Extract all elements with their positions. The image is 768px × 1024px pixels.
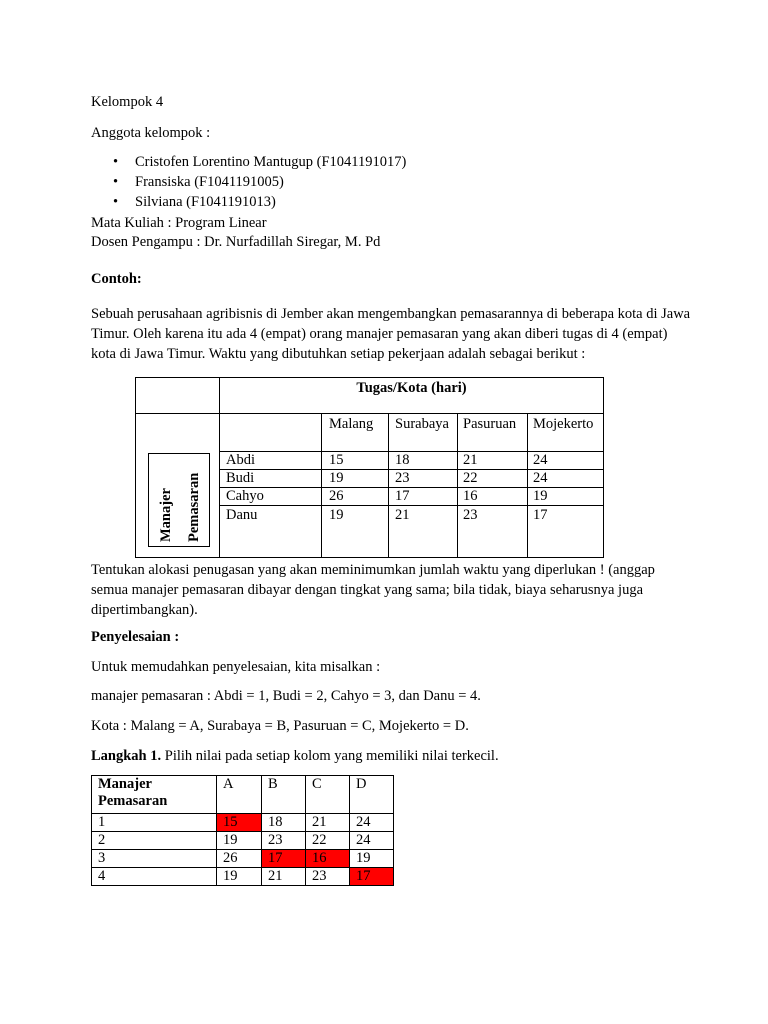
column-header: A [217,776,262,814]
time-value: 21 [463,452,478,468]
time-value: 17 [395,488,410,504]
time-value: 19 [329,470,344,486]
row-id: 2 [92,832,217,850]
min-value-cell: 17 [262,850,306,868]
example-heading: Contoh: [91,271,142,287]
header-blank-cell [219,413,322,452]
member-item [91,192,406,212]
step1-table [91,775,394,886]
value-cell: 21 [306,814,350,832]
city-header: Mojekerto [533,416,594,432]
step1-text: Pilih nilai pada setiap kolom yang memiliki nilai terkecil. [161,748,499,764]
table-corner-cell [135,377,220,414]
step1-line [91,747,499,765]
bullet-icon: • [113,194,119,210]
time-value: 26 [329,488,344,504]
bullet-icon: • [113,174,119,190]
solution-line: manajer pemasaran : Abdi = 1, Budi = 2, Cahyo = 3, dan Danu = 4. [91,688,481,704]
table-row [92,832,394,850]
time-value: 21 [395,507,410,523]
row-label-line2: Pemasaran [186,472,202,542]
solution-heading: Penyelesaian : [91,629,180,645]
course-line: Mata Kuliah : Program Linear [91,215,267,231]
solution-line: Untuk memudahkan penyelesaian, kita misalkan : [91,659,381,675]
time-value: 15 [329,452,344,468]
time-value: 24 [533,452,548,468]
row-label-box [148,453,210,547]
bullet-icon: • [113,154,119,170]
value-cell: 19 [350,850,394,868]
members-list [91,152,406,212]
step1-label: Langkah 1. [91,748,162,764]
value-cell: 26 [217,850,262,868]
city-header: Surabaya [395,416,449,432]
min-value-cell: 15 [217,814,262,832]
city-header: Pasuruan [463,416,517,432]
column-header: D [350,776,394,814]
table-row [92,850,394,868]
member-name: Silviana (F1041191013) [135,194,276,210]
member-item [91,152,406,172]
city-header: Malang [329,416,374,432]
header-line1: Manajer [98,776,152,792]
value-cell: 18 [262,814,306,832]
column-header: B [262,776,306,814]
solution-line: Kota : Malang = A, Surabaya = B, Pasuruan = C, Mojekerto = D. [91,718,469,734]
row-id: 3 [92,850,217,868]
member-item [91,172,406,192]
row-id: 1 [92,814,217,832]
table-title: Tugas/Kota (hari) [356,380,467,396]
value-cell: 22 [306,832,350,850]
value-cell: 19 [217,868,262,886]
table-row [92,814,394,832]
time-value: 23 [395,470,410,486]
group-title: Kelompok 4 [91,94,164,110]
manager-name: Budi [226,470,255,486]
time-value: 18 [395,452,410,468]
question-text: Tentukan alokasi penugasan yang akan meminimumkan jumlah waktu yang diperlukan ! (anggap semua manajer pemasaran dibayar dengan tingkat yang sama; bila tidak, biaya seharusnya juga dipertimbangkan). [91,562,655,618]
value-cell: 21 [262,868,306,886]
row-id: 4 [92,868,217,886]
column-header: C [306,776,350,814]
manager-name: Danu [226,507,258,523]
time-value: 22 [463,470,478,486]
time-value: 19 [329,507,344,523]
member-name: Cristofen Lorentino Mantugup (F1041191017) [135,154,407,170]
time-value: 16 [463,488,478,504]
table-header-row [92,776,394,814]
member-name: Fransiska (F1041191005) [135,174,284,190]
value-cell: 24 [350,832,394,850]
time-value: 24 [533,470,548,486]
row-label-line1: Manajer [158,488,174,542]
min-value-cell: 17 [350,868,394,886]
table-row [92,868,394,886]
time-value: 23 [463,507,478,523]
value-cell: 23 [262,832,306,850]
manager-name: Abdi [226,452,255,468]
header-line2: Pemasaran [98,793,168,809]
header-cell [92,776,217,814]
lecturer-line: Dosen Pengampu : Dr. Nurfadillah Siregar, M. Pd [91,234,381,250]
manager-name: Cahyo [226,488,264,504]
value-cell: 23 [306,868,350,886]
value-cell: 19 [217,832,262,850]
members-label: Anggota kelompok : [91,125,211,141]
time-value: 17 [533,507,548,523]
min-value-cell: 16 [306,850,350,868]
value-cell: 24 [350,814,394,832]
time-value: 19 [533,488,548,504]
example-intro: Sebuah perusahaan agribisnis di Jember akan mengembangkan pemasarannya di beberapa kota di Jawa Timur. Oleh karena itu ada 4 (empat) orang manajer pemasaran yang akan diberi tugas di 4 (empat) kota di Jawa Timur. Waktu yang dibutuhkan setiap pekerjaan adalah sebagai berikut : [91,306,691,362]
